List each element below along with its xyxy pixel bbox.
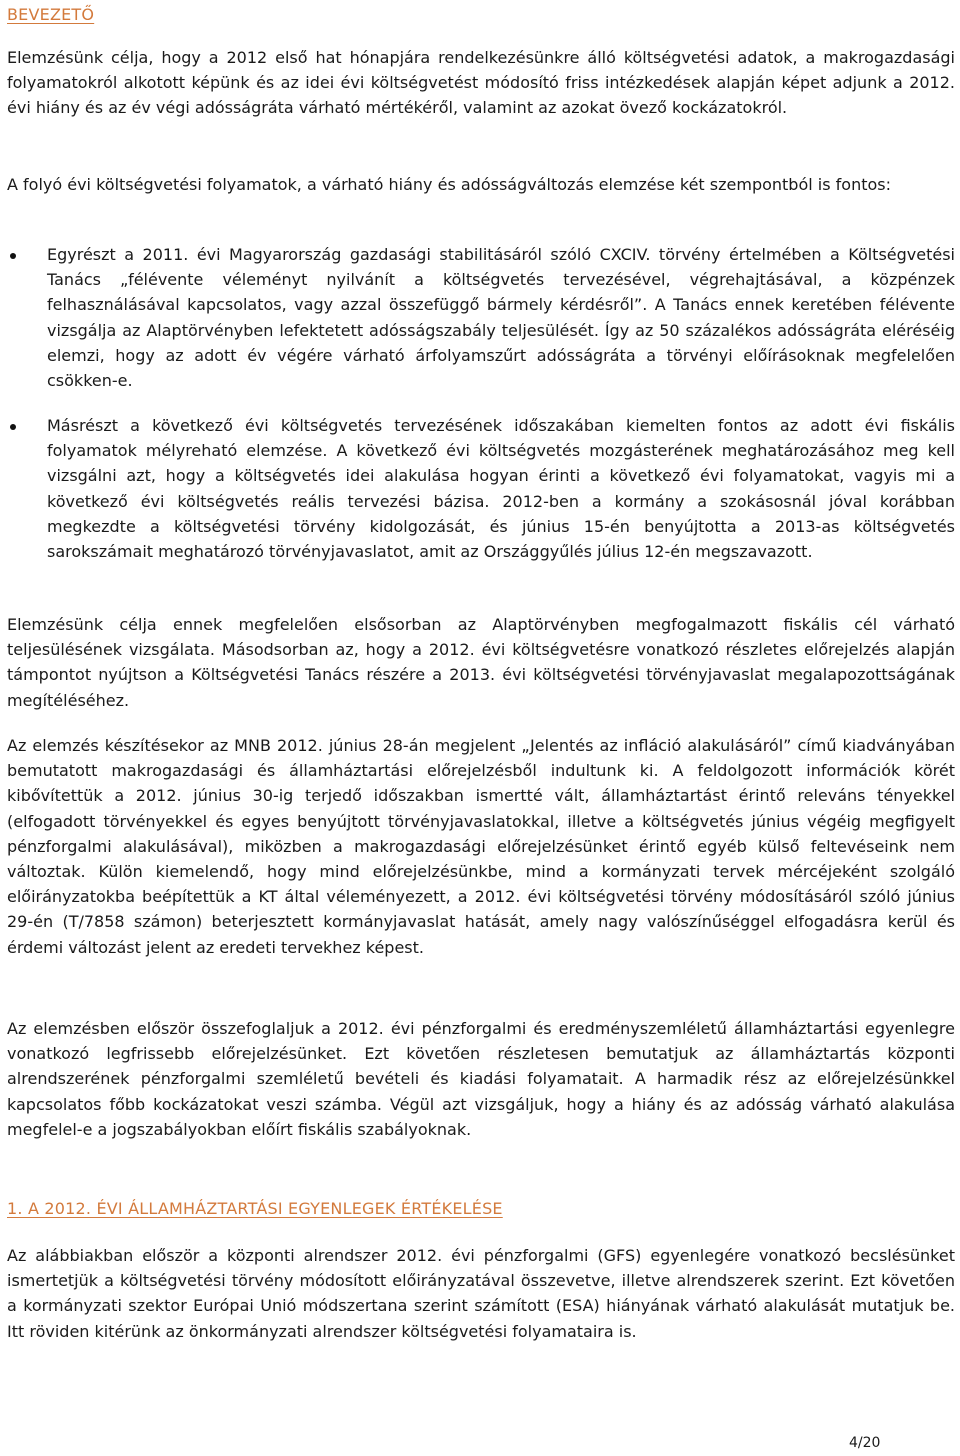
bullet-icon: [10, 253, 16, 259]
bullet-icon: [10, 424, 16, 430]
bullet-text: Egyrészt a 2011. évi Magyarország gazdasági stabilitásáról szóló CXCIV. törvény értelmében a Költségvetési Tanács „félévente véleményt nyilvánít a költségvetés tervezésével, végrehajtásával, a közpénzek felhasználásával kapcsolatos, vagy azzal összefüggő bármely kérdésről”. A Tanács ennek keretében félévente vizsgálja az Alaptörvényben lefektetett adósságszabály teljesülését. Így az 50 százalékos adósságráta eléréséig elemzi, hogy az adott év végére várható árfolyamszűrt adósságráta a törvényi előírásoknak megfelelően csökken-e.: [47, 245, 955, 391]
section-1-heading: 1. A 2012. ÉVI ÁLLAMHÁZTARTÁSI EGYENLEGEK ÉRTÉKELÉSE: [7, 1199, 503, 1218]
bullet-text: Másrészt a következő évi költségvetés tervezésének időszakában kiemelten fontos az adott évi fiskális folyamatok mélyreható elemzése. A következő évi költségvetés mozgásterének meghatározásához meg kell vizsgálni azt, hogy a költségvetés idei alakulása hogyan érinti a következő évi folyamatokat, vagyis mi a következő évi költségvetés reális tervezési bázisa. 2012-ben a kormány a szokásosnál jóval korábban megkezdte a költségvetési törvény kidolgozását, és június 15-én benyújtotta a 2013-as költségvetés sarokszámait meghatározó törvényjavaslatot, amit az Országgyűlés július 12-én megszavazott.: [47, 416, 955, 562]
page-number: 4/20: [849, 1435, 881, 1451]
bullet-item-stability-law: [7, 242, 955, 393]
paragraph-structure: Az elemzésben először összefoglaljuk a 2012. évi pénzforgalmi és eredményszemléletű államháztartási egyenlegre vonatkozó legfrissebb előrejelzésünket. Ezt követően részletesen bemutatjuk az államháztartás központi alrendszerének pénzforgalmi szemléletű bevételi és kiadási folyamatait. A harmadik rész az előrejelzésünkkel kapcsolatos főbb kockázatokat veszi számba. Végül azt vizsgáljuk, hogy a hiány és az adósság várható alakulása megfelel-e a jogszabályokban előírt fiskális szabályoknak.: [7, 1019, 955, 1139]
intro-paragraph-importance: A folyó évi költségvetési folyamatok, a várható hiány és adósságváltozás elemzése két szempontból is fontos:: [7, 175, 891, 194]
intro-heading: BEVEZETŐ: [7, 5, 95, 24]
paragraph-analysis-goal: Elemzésünk célja ennek megfelelően elsősorban az Alaptörvényben megfogalmazott fiskális cél várható teljesülésének vizsgálata. Másodsorban az, hogy a 2012. évi költségvetésre vonatkozó részletes előrejelzés alapján támpontot nyújtson a Költségvetési Tanács részére a 2013. évi költségvetési törvényjavaslat megalapozottságának megítéléséhez.: [7, 615, 955, 710]
intro-paragraph-aim: Elemzésünk célja, hogy a 2012 első hat hónapjára rendelkezésünkre álló költségvetési adatok, a makrogazdasági folyamatokról alkotott képünk és az idei évi költségvetést módosító friss intézkedések alapján képet adjunk a 2012. évi hiány és az év végi adósságráta várható mértékéről, valamint az azokat övező kockázatokról.: [7, 48, 955, 118]
section-1-paragraph: Az alábbiakban először a központi alrendszer 2012. évi pénzforgalmi (GFS) egyenlegére vonatkozó becslésünket ismertetjük a költségvetési törvény módosított előirányzatával összevetve, illetve alrendszerek szerint. Ezt követően a kormányzati szektor Európai Unió módszertana szerint számított (ESA) hiányának várható alakulását mutatjuk be. Itt röviden kitérünk az önkormányzati alrendszer költségvetési folyamataira is.: [7, 1246, 955, 1341]
paragraph-methodology: Az elemzés készítésekor az MNB 2012. június 28-án megjelent „Jelentés az infláció alakulásáról” című kiadványában bemutatott makrogazdasági és államháztartási előrejelzésből indultunk ki. A feldolgozott információk körét kibővítettük a 2012. június 30-ig terjedő időszakban ismertté vált, államháztartást érintő releváns tényekkel (elfogadott törvényekkel és egyes benyújtott törvényjavaslatokkal, illetve a költségvetés június végéig megfigyelt pénzforgalmi alakulásával), miközben a makrogazdasági előrejelzésünket érintő egyéb külső feltevéseink nem változtak. Külön kiemelendő, hogy mind előrejelzésünkbe, mind a kormányzati tervek mércéjeként szolgáló előirányzatokba beépítettük a KT által véleményezett, a 2012. évi költségvetési törvény módosításáról szóló június 29-én (T/7858 számon) beterjesztett kormányjavaslat hatását, amely nagy valószínűséggel elfogadásra kerül és érdemi változást jelent az eredeti tervekhez képest.: [7, 736, 955, 957]
bullet-item-next-year-budget: [7, 413, 955, 564]
